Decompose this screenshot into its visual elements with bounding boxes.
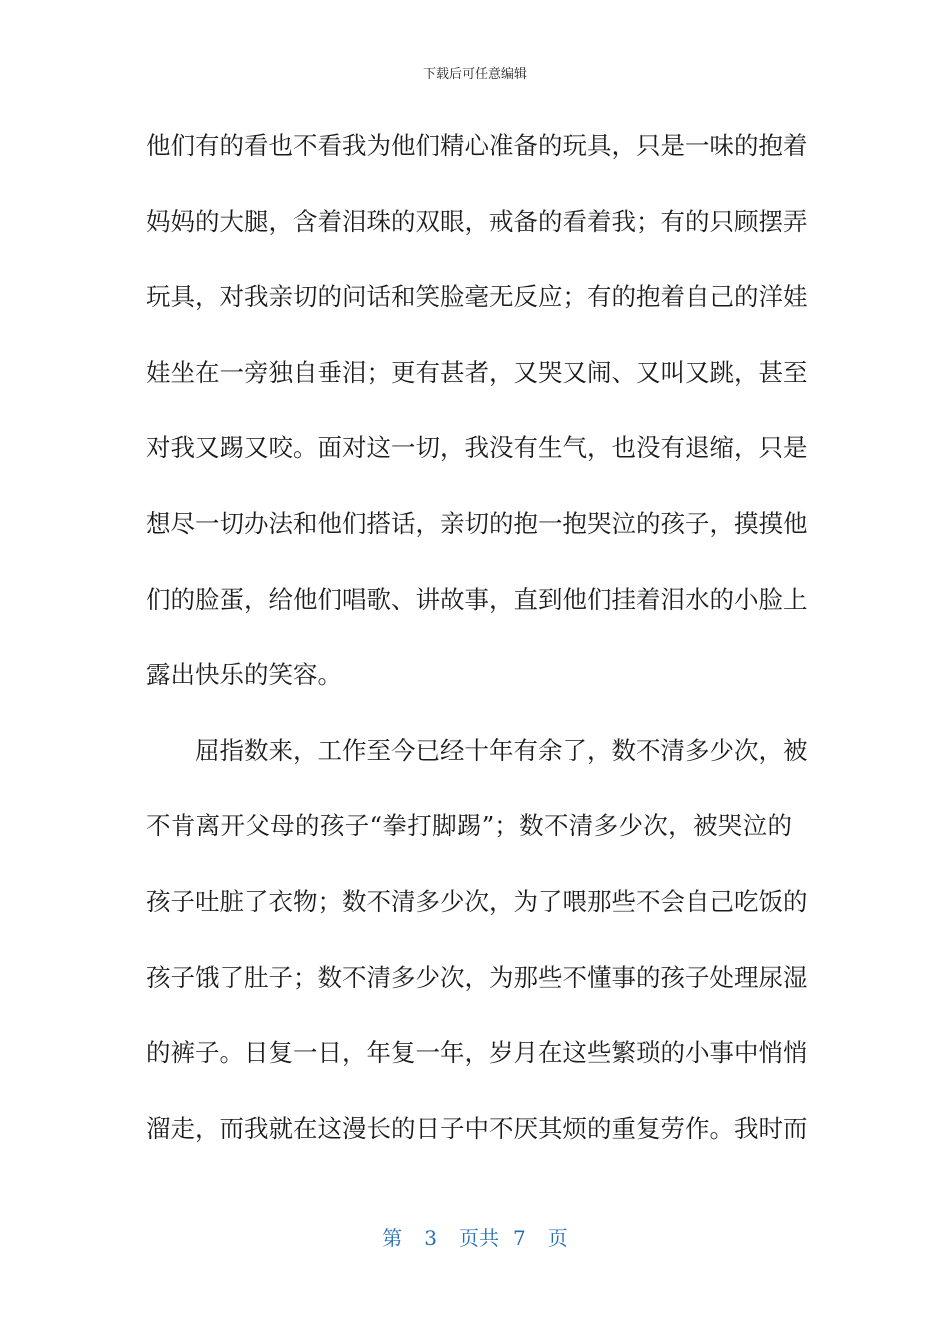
paragraph-1-line-4: 娃坐在一旁独自垂泪；更有甚者，又哭又闹、又叫又跳，甚至 bbox=[146, 357, 808, 387]
paragraph-2-line-6: 溜走，而我就在这漫长的日子中不厌其烦的重复劳作。我时而 bbox=[146, 1113, 808, 1143]
paragraph-2-line-2: 不肯离开父母的孩子“拳打脚踢”；数不清多少次，被哭泣的 bbox=[146, 811, 792, 841]
footer-middle: 页共 bbox=[459, 1226, 499, 1250]
paragraph-1-line-5: 对我又踢又咬。面对这一切，我没有生气，也没有退缩，只是 bbox=[146, 433, 808, 463]
page-header-note: 下载后可任意编辑 bbox=[422, 67, 527, 82]
paragraph-2-line-1: 屈指数来，工作至今已经十年有余了，数不清多少次，被 bbox=[195, 735, 808, 765]
paragraph-2-line-3: 孩子吐脏了衣物；数不清多少次，为了喂那些不会自己吃饭的 bbox=[146, 886, 808, 916]
paragraph-1-line-2: 妈妈的大腿，含着泪珠的双眼，戒备的看着我；有的只顾摆弄 bbox=[146, 206, 808, 236]
page-number-footer bbox=[0, 1224, 950, 1252]
paragraph-1-line-1: 他们有的看也不看我为他们精心准备的玩具，只是一味的抱着 bbox=[146, 131, 808, 160]
footer-prefix: 第 bbox=[382, 1226, 403, 1250]
footer-total-pages: 7 bbox=[513, 1226, 526, 1250]
footer-current-page: 3 bbox=[424, 1226, 437, 1250]
body-text bbox=[146, 124, 808, 1182]
paragraph-1-line-8: 露出快乐的笑容。 bbox=[146, 660, 342, 690]
paragraph-1-line-7: 们的脸蛋，给他们唱歌、讲故事，直到他们挂着泪水的小脸上 bbox=[146, 584, 808, 614]
paragraph-2-line-4: 孩子饿了肚子；数不清多少次，为那些不懂事的孩子处理尿湿 bbox=[146, 962, 808, 992]
paragraph-2-line-5: 的裤子。日复一日，年复一年，岁月在这些繁琐的小事中悄悄 bbox=[146, 1038, 808, 1068]
paragraph-1-line-3: 玩具，对我亲切的问话和笑脸毫无反应；有的抱着自己的洋娃 bbox=[146, 282, 808, 312]
footer-suffix: 页 bbox=[547, 1226, 568, 1250]
paragraph-1-line-6: 想尽一切办法和他们搭话，亲切的抱一抱哭泣的孩子，摸摸他 bbox=[146, 508, 808, 538]
